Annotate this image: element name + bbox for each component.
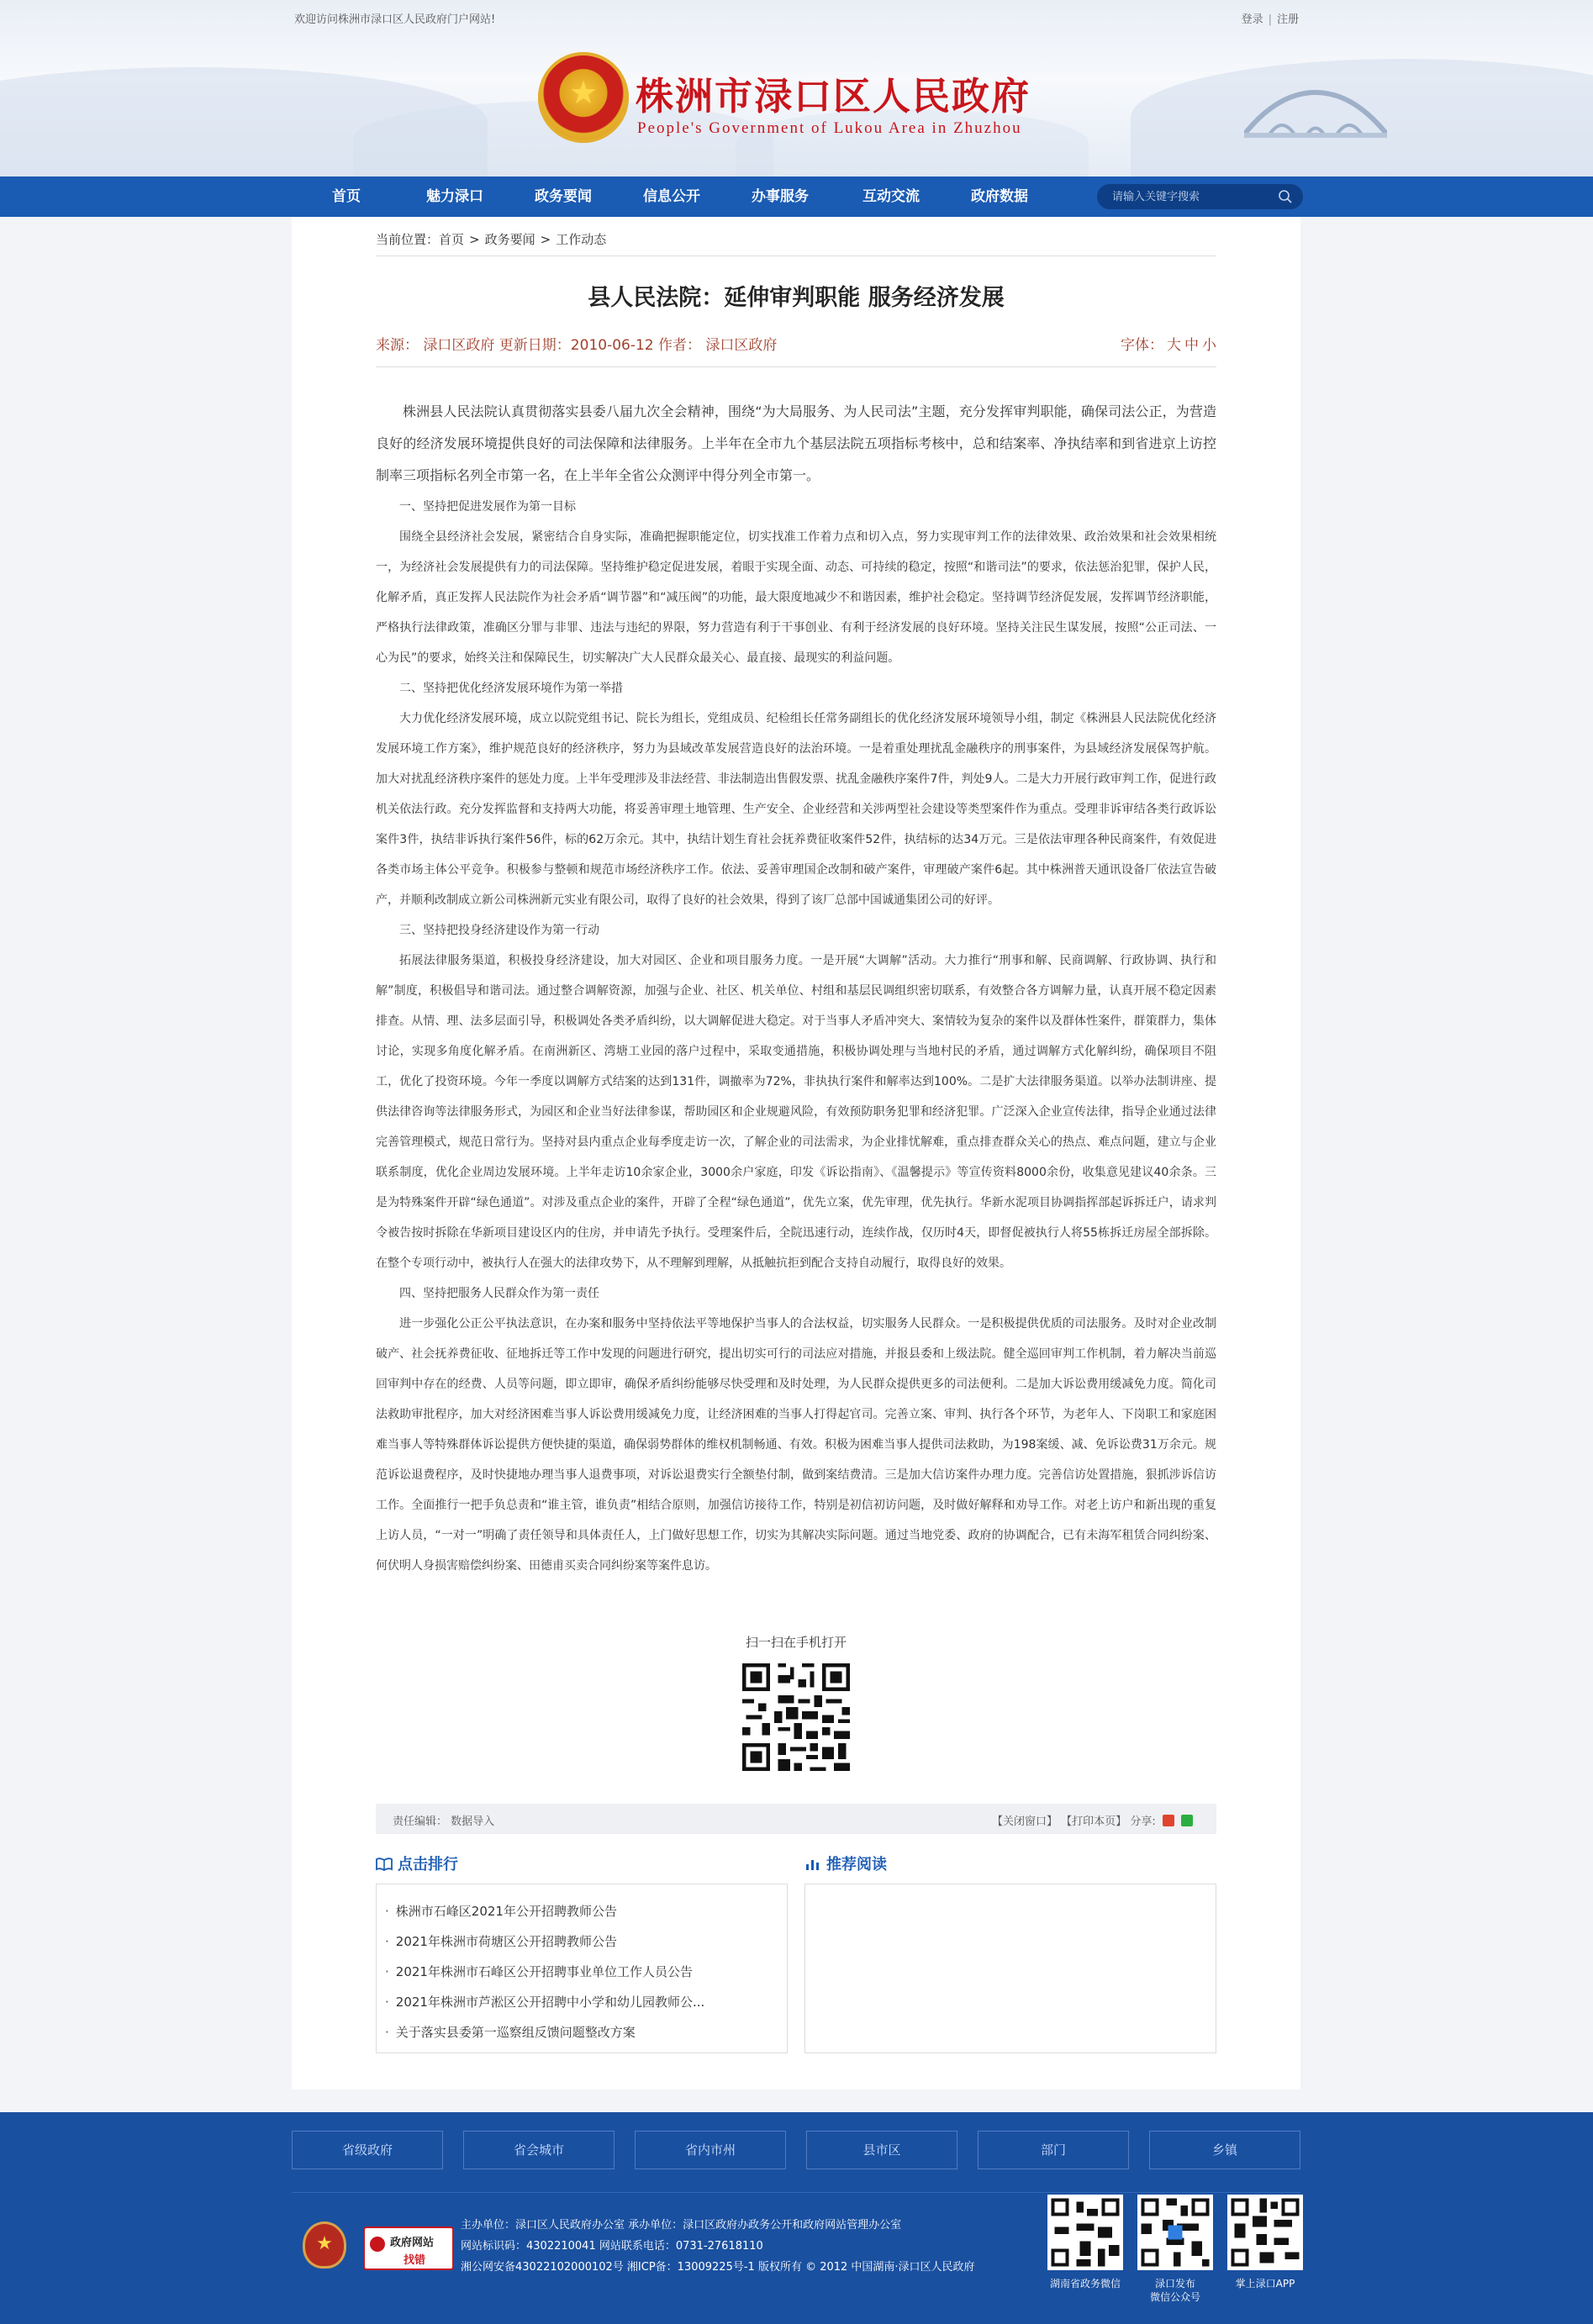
nav-item-services[interactable]: 办事服务 — [752, 188, 809, 205]
footer-link-departments[interactable]: 部门 — [978, 2131, 1129, 2169]
gov-correct-line2: 找错 — [404, 2254, 426, 2267]
search-input[interactable] — [1112, 188, 1272, 205]
footer-copyright: 湘公网安备43022102000102号 湘ICP备：13009225号-1 版权所有 © 2012 中国湖南·渌口区人民政府 — [461, 2261, 975, 2274]
login-link[interactable]: 登录 — [1241, 13, 1263, 26]
site-footer — [0, 2112, 1593, 2324]
gov-website-error-report[interactable] — [363, 2227, 454, 2270]
main-content — [292, 217, 1300, 2089]
party-gov-badge-icon[interactable] — [303, 2221, 346, 2269]
breadcrumb-work[interactable]: 工作动态 — [556, 232, 607, 247]
article-paragraph: 围绕全县经济社会发展，紧密结合自身实际，准确把握职能定位，切实找准工作着力点和切入点，努力实现审判工作的法律效果、政治效果和社会效果相统一，为经济社会发展提供有力的司法保障。坚持维护稳定促进发展，着眼于实现全面、动态、可持续的稳定，按照“和谐司法”的要求，依法惩治犯罪，保护人民，化解矛盾，真正发挥人民法院作为社会矛盾“调节器”和“减压阀”的功能，最大限度地减少不和谐因素，维护社会稳定。坚持调节经济促发展，发挥调节经济职能，严格执行法律政策，准确区分罪与非罪、违法与违纪的界限，努力营造有利于干事创业、有利于经济发展的良好环境。坚持关注民生谋发展，按照“公正司法、一心为民”的要求，始终关注和保障民生，切实解决广大人民群众最关心、最直接、最现实的利益问题。 — [376, 530, 1216, 665]
qr-label-app: 掌上渌口APP — [1235, 2278, 1295, 2290]
footer-link-cities[interactable]: 省内市州 — [635, 2131, 786, 2169]
breadcrumb: 当前位置：首页 > 政务要闻 > 工作动态 — [376, 232, 607, 247]
divider — [376, 366, 1216, 367]
article-paragraph: 株洲县人民法院认真贯彻落实县委八届九次全会精神，围绕“为大局服务、为人民司法”主题，充分发挥审判职能，确保司法公正，为营造良好的经济发展环境提供良好的司法保障和法律服务。上半年在全市九个基层法院五项指标考核中，总和结案率、净执结率和到省进京上访控制率三项指标名列全市第一名，在上半年全省公众测评中得分列全市第一。 — [376, 403, 1216, 483]
weibo-share-icon[interactable] — [1163, 1815, 1174, 1826]
welcome-text: 欢迎访问株洲市渌口区人民政府门户网站! — [294, 13, 496, 26]
recommend-title — [804, 1852, 887, 1874]
breadcrumb-news[interactable]: 政务要闻 — [484, 232, 535, 247]
responsible-editor: 责任编辑： 数据导入 — [393, 1815, 495, 1828]
article-heading: 三、坚持把投身经济建设作为第一行动 — [399, 924, 599, 937]
ranking-title — [376, 1852, 458, 1874]
footer-qr-code — [1227, 2195, 1303, 2270]
ranking-item[interactable]: · 关于落实县委第一巡察组反馈问题整改方案 — [385, 2017, 787, 2047]
report-icon — [370, 2237, 385, 2252]
recommend-title-text: 推荐阅读 — [826, 1856, 887, 1873]
article-heading: 四、坚持把服务人民群众作为第一责任 — [399, 1287, 599, 1300]
main-nav — [0, 177, 1593, 217]
site-title: 株洲市渌口区人民政府 — [636, 74, 1031, 119]
ranking-item[interactable]: · 2021年株洲市石峰区公开招聘事业单位工作人员公告 — [385, 1957, 787, 1987]
font-size-label: 字体： — [1121, 337, 1163, 354]
qr-label-lukou-wechat: 渌口发布 微信公众号 — [1149, 2278, 1200, 2303]
ranking-item[interactable]: · 2021年株洲市荷塘区公开招聘教师公告 — [385, 1926, 787, 1957]
print-page-button[interactable]: 【打印本页】 — [1061, 1815, 1127, 1828]
ranking-panel — [376, 1884, 788, 2053]
breadcrumb-prefix: 当前位置： — [376, 232, 440, 247]
nav-item-news[interactable]: 政务要闻 — [535, 188, 592, 205]
recommend-panel — [804, 1884, 1216, 2053]
bridge-illustration — [1244, 84, 1387, 151]
search-icon[interactable] — [1278, 189, 1293, 204]
site-subtitle: People's Government of Lukou Area in Zhuzhou — [637, 119, 1022, 137]
book-icon — [376, 1858, 393, 1871]
search-box — [1097, 184, 1303, 209]
article-body — [376, 396, 1216, 1581]
font-small-button[interactable]: 小 — [1202, 337, 1216, 354]
qr-label-hunan-wechat: 湖南省政务微信 — [1049, 2278, 1121, 2290]
footer-link-capital[interactable]: 省会城市 — [463, 2131, 615, 2169]
footer-link-counties[interactable]: 县市区 — [806, 2131, 957, 2169]
footer-qr-code — [1047, 2195, 1123, 2270]
nav-item-data[interactable]: 政府数据 — [971, 188, 1028, 205]
ranking-list — [377, 1884, 787, 2047]
article-title: 县人民法院：延伸审判职能 服务经济发展 — [588, 285, 1005, 311]
nav-item-charm[interactable]: 魅力渌口 — [426, 188, 483, 205]
font-medium-button[interactable]: 中 — [1184, 337, 1199, 354]
breadcrumb-home[interactable]: 首页 — [439, 232, 465, 247]
footer-site-id: 网站标识码：4302210041 网站联系电话：0731-27618110 — [461, 2240, 763, 2253]
footer-divider — [292, 2192, 1300, 2193]
font-large-button[interactable]: 大 — [1167, 337, 1181, 354]
footer-info — [461, 2215, 975, 2278]
font-size-switcher — [1121, 333, 1216, 354]
qr-code — [738, 1659, 854, 1775]
article-footer-bar — [376, 1804, 1216, 1834]
article-paragraph: 进一步强化公正公平执法意识，在办案和服务中坚持依法平等地保护当事人的合法权益，切实服务人民群众。一是积极提供优质的司法服务。及时对企业改制破产、社会抚养费征收、征地拆迁等工作中发现的问题进行研究，提出切实可行的司法应对措施，并报县委和上级法院。健全巡回审判工作机制，着力解决当前巡回审判中存在的经费、人员等问题，即立即审，确保矛盾纠纷能够尽快受理和及时处理，为人民群众提供更多的司法便利。二是加大诉讼费用缓减免力度。简化司法救助审批程序，加大对经济困难当事人诉讼费用缓减免力度，让经济困难的当事人打得起官司。完善立案、审判、执行各个环节，为老年人、下岗职工和家庭困难当事人等特殊群体诉讼提供方便快捷的渠道，确保弱势群体的维权机制畅通、有效。积极为困难当事人提供司法救助，为198案缓、减、免诉讼费31万余元。规范诉讼退费程序，及时快捷地办理当事人退费事项，对诉讼退费实行全额垫付制，做到案结费清。三是加大信访案件办理力度。完善信访处置措施，狠抓涉诉信访工作。全面推行一把手负总责和“谁主管，谁负责”相结合原则，加强信访接待工作，特别是初信初访问题，及时做好解释和劝导工作。对老上访户和新出现的重复上访人员，“一对一”明确了责任领导和具体责任人，上门做好思想工作，切实为其解决实际问题。通过当地党委、政府的协调配合，已有未海军租赁合同纠纷案、何伏明人身损害赔偿纠纷案、田德甫买卖合同纠纷案等案件息访。 — [376, 1317, 1216, 1573]
qr-label: 扫一扫在手机打开 — [745, 1635, 847, 1650]
national-emblem-icon — [538, 52, 629, 143]
login-register: 登录 | 注册 — [1241, 13, 1299, 26]
article-tools — [992, 1812, 1193, 1828]
gov-correct-line1: 政府网站 — [390, 2237, 435, 2249]
close-window-button[interactable]: 【关闭窗口】 — [992, 1815, 1058, 1828]
site-header — [0, 0, 1593, 177]
nav-item-home[interactable]: 首页 — [332, 188, 361, 205]
footer-link-towns[interactable]: 乡镇 — [1149, 2131, 1300, 2169]
nav-item-interaction[interactable]: 互动交流 — [862, 188, 920, 205]
footer-link-provincial[interactable]: 省级政府 — [292, 2131, 443, 2169]
ranking-title-text: 点击排行 — [398, 1856, 458, 1873]
footer-qr-code — [1137, 2195, 1213, 2270]
article-paragraph: 大力优化经济发展环境，成立以院党组书记、院长为组长，党组成员、纪检组长任常务副组长的优化经济发展环境领导小组，制定《株洲县人民法院优化经济发展环境工作方案》，维护规范良好的经济秩序，努力为县域改革发展营造良好的法治环境。一是着重处理扰乱金融秩序的刑事案件，为县域经济发展保驾护航。加大对扰乱经济秩序案件的惩处力度。上半年受理涉及非法经营、非法制造出售假发票、扰乱金融秩序案件7件，判处9人。二是大力开展行政审判工作，促进行政机关依法行政。充分发挥监督和支持两大功能，将妥善审理土地管理、生产安全、企业经营和关涉两型社会建设等类型案件作为重点。受理非诉审结各类行政诉讼案件3件，执结非诉执行案件56件，标的62万余元。其中，执结计划生育社会抚养费征收案件52件，执结标的达34万元。三是依法审理各种民商案件，有效促进各类市场主体公平竞争。积极参与整顿和规范市场经济秩序工作。依法、妥善审理国企改制和破产案件，审理破产案件6起。其中株洲普天通讯设备厂依法宣告破产，并顺利改制成立新公司株洲新元实业有限公司，取得了良好的社会效果，得到了该厂总部中国诚通集团公司的好评。 — [376, 712, 1216, 907]
share-label: 分享: — [1130, 1815, 1156, 1828]
article-meta: 来源： 渌口区政府 更新日期：2010-06-12 作者： 渌口区政府 — [376, 337, 778, 354]
ranking-item[interactable]: · 株洲市石峰区2021年公开招聘教师公告 — [385, 1896, 787, 1926]
ranking-item[interactable]: · 2021年株洲市芦淞区公开招聘中小学和幼儿园教师公... — [385, 1987, 787, 2017]
article-heading: 一、坚持把促进发展作为第一目标 — [399, 500, 576, 514]
wechat-share-icon[interactable] — [1181, 1815, 1193, 1826]
nav-item-info[interactable]: 信息公开 — [643, 188, 700, 205]
bar-chart-icon — [804, 1858, 821, 1871]
footer-sponsor: 主办单位：渌口区人民政府办公室 承办单位：渌口区政府办政务公开和政府网站管理办公室 — [461, 2219, 902, 2232]
register-link[interactable]: 注册 — [1276, 13, 1299, 26]
article-heading: 二、坚持把优化经济发展环境作为第一举措 — [399, 682, 623, 695]
article-paragraph: 拓展法律服务渠道，积极投身经济建设，加大对园区、企业和项目服务力度。一是开展“大调解”活动。大力推行“刑事和解、民商调解、行政协调、执行和解”制度，积极倡导和谐司法。通过整合调解资源，加强与企业、社区、机关单位、村组和基层民调组织密切联系，有效整合各方调解力量，认真开展不稳定因素排查。从情、理、法多层面引导，积极调处各类矛盾纠纷，以大调解促进大稳定。对于当事人矛盾冲突大、案情较为复杂的案件以及群体性案件，群策群力，集体讨论，实现多角度化解矛盾。在南洲新区、湾塘工业园的落户过程中，采取变通措施，积极协调处理与当地村民的矛盾，通过调解方式化解纠纷，确保项目不阻工，优化了投资环境。今年一季度以调解方式结案的达到131件，调撤率为72%，非执执行案件和解率达到100%。二是扩大法律服务渠道。以举办法制讲座、提供法律咨询等法律服务形式，为园区和企业当好法律参谋，帮助园区和企业规避风险，有效预防职务犯罪和经济犯罪。广泛深入企业宣传法律，指导企业通过法律完善管理模式，规范日常行为。坚持对县内重点企业每季度走访一次，了解企业的司法需求，为企业排忧解难，重点排查群众关心的热点、难点问题，建立与企业联系制度，优化企业周边发展环境。上半年走访10余家企业，3000余户家庭，印发《诉讼指南》、《温馨提示》等宣传资料8000余份，收集意见建议40余条。三是为特殊案件开辟“绿色通道”。对涉及重点企业的案件，开辟了全程“绿色通道”，优先立案，优先审理，优先执行。华新水泥项目协调指挥部起诉拆迁户，请求判令被告按时拆除在华新项目建设区内的住房，并申请先予执行。受理案件后，全院迅速行动，连续作战，仅历时4天，即督促被执行人将55栋拆迁房屋全部拆除。在整个专项行动中，被执行人在强大的法律攻势下，从不理解到理解，从抵触抗拒到配合支持自动履行，取得良好的效果。 — [376, 954, 1216, 1270]
